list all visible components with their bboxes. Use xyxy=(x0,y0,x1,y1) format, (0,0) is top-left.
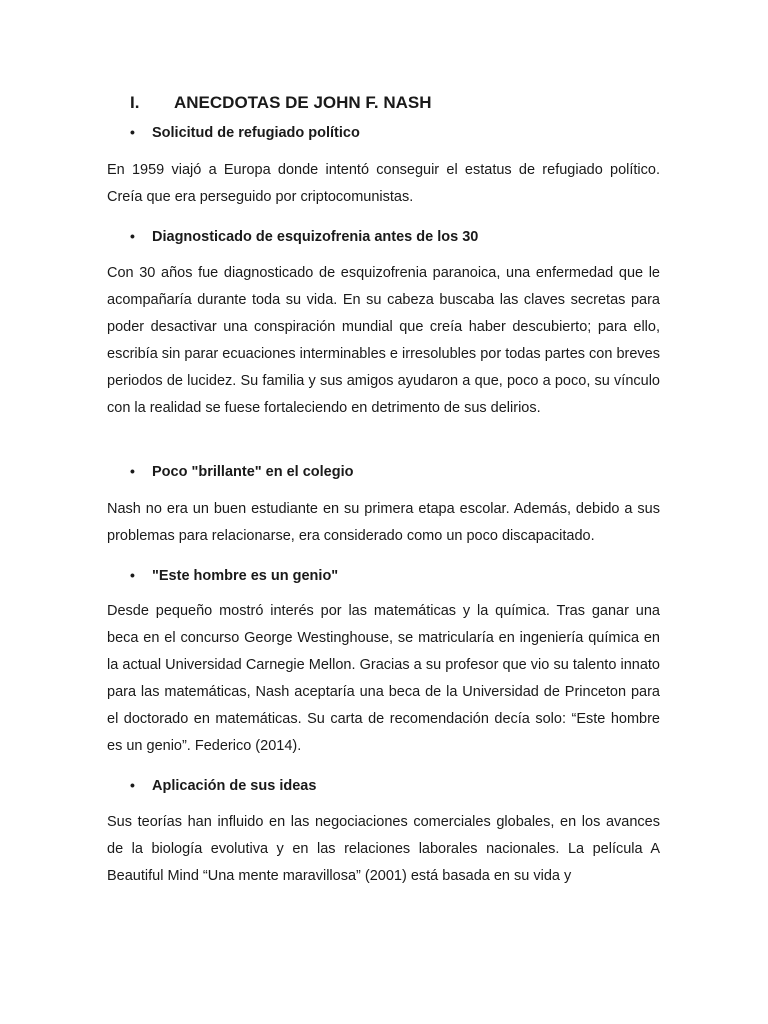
paragraph-refugiado: En 1959 viajó a Europa donde intentó conseguir el estatus de refugiado político. Creía que era perseguido por criptocomunistas. xyxy=(107,162,660,205)
bullet-heading-genio xyxy=(130,565,338,586)
section-heading xyxy=(130,91,432,115)
bullet-icon: • xyxy=(130,228,135,244)
bullet-heading-text: Aplicación de sus ideas xyxy=(152,778,317,794)
bullet-heading-esquizofrenia xyxy=(130,226,478,247)
paragraph-colegio: Nash no era un buen estudiante en su primera etapa escolar. Además, debido a sus problemas para relacionarse, era considerado como un poco discapacitado. xyxy=(107,501,660,544)
bullet-heading-text: "Este hombre es un genio" xyxy=(152,568,339,584)
section-title: ANECDOTAS DE JOHN F. NASH xyxy=(174,93,432,112)
bullet-heading-text: Diagnosticado de esquizofrenia antes de los 30 xyxy=(152,229,479,245)
bullet-heading-refugiado xyxy=(130,122,360,143)
paragraph-aplicacion: Sus teorías han influido en las negociaciones comerciales globales, en los avances de la biología evolutiva y en las relaciones laborales nacionales. La película A Beautiful Mind “Una mente maravillosa” (2001) está basada en su vida y xyxy=(107,814,660,884)
bullet-icon: • xyxy=(130,567,135,583)
bullet-heading-colegio xyxy=(130,461,354,482)
bullet-icon: • xyxy=(130,777,135,793)
section-number: I. xyxy=(130,93,140,112)
paragraph-genio: Desde pequeño mostró interés por las matemáticas y la química. Tras ganar una beca en el concurso George Westinghouse, se matricularía en ingeniería química en la actual Universidad Carnegie Mellon. Gracias a su profesor que vio su talento innato para las matemáticas, Nash aceptaría una beca de la Universidad de Princeton para el doctorado en matemáticas. Su carta de recomendación decía solo: “Este hombre es un genio”. Federico (2014). xyxy=(107,603,660,754)
bullet-icon: • xyxy=(130,124,135,140)
bullet-heading-text: Poco "brillante" en el colegio xyxy=(152,464,354,480)
bullet-heading-aplicacion xyxy=(130,775,316,796)
bullet-heading-text: Solicitud de refugiado político xyxy=(152,125,360,141)
paragraph-esquizofrenia: Con 30 años fue diagnosticado de esquizofrenia paranoica, una enfermedad que le acompañaría durante toda su vida. En su cabeza buscaba las claves secretas para poder desactivar una conspiración mundial que creía haber descubierto; para ello, escribía sin parar ecuaciones interminables e irresolubles por todas partes con breves periodos de lucidez. Su familia y sus amigos ayudaron a que, poco a poco, su vínculo con la realidad se fuese fortaleciendo en detrimento de sus delirios. xyxy=(107,265,660,416)
bullet-icon: • xyxy=(130,463,135,479)
